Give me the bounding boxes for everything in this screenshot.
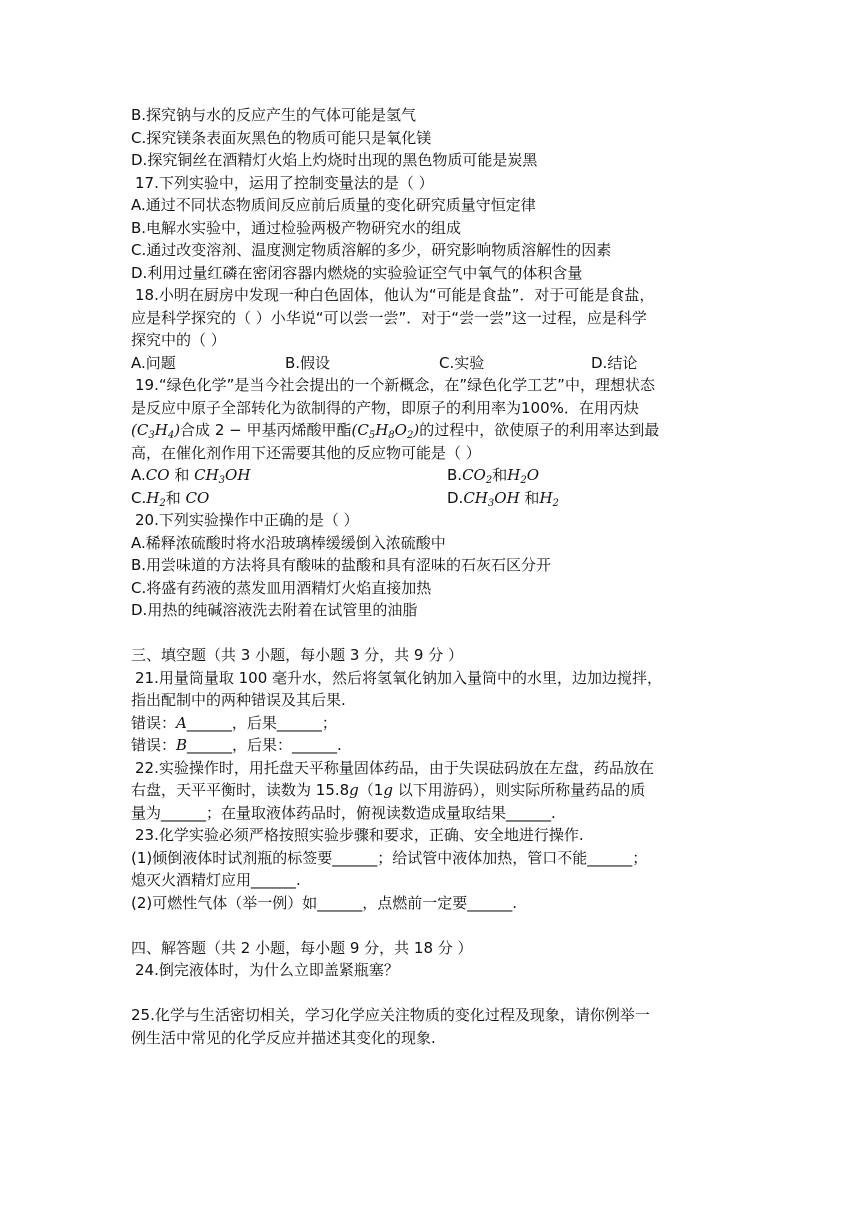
q17-option-c: C.通过改变溶剂、温度测定物质溶解的多少，研究影响物质溶解性的因素 xyxy=(131,241,612,259)
q23-part1-line1: (1)倾倒液体时试剂瓶的标签要______；给试管中液体加热，管口不能______； xyxy=(131,848,648,867)
q23-stem: 23.化学实验必须严格按照实验步骤和要求，正确、安全地进行操作. xyxy=(135,826,584,844)
spacer xyxy=(131,914,731,937)
formula-propyne: $(C_3H_4)$ xyxy=(131,421,181,441)
spacer xyxy=(131,622,731,645)
q17-option-b: B.电解水实验中，通过检验两极产物研究水的组成 xyxy=(131,218,462,237)
q20-option-a: A.稀释浓硫酸时将水沿玻璃棒缓缓倒入浓硫酸中 xyxy=(131,533,446,552)
q18-options xyxy=(131,352,731,375)
q19-options-row1 xyxy=(131,464,731,487)
q24-stem: 24.倒完液体时，为什么立即盖紧瓶塞？ xyxy=(135,961,399,979)
q19-option-b: $B.CO_2$和$H_2O$ xyxy=(447,466,540,486)
q21-error-a: 错误：A______，后果______； xyxy=(131,713,337,732)
q19-option-c: $C.H_2$和 CO xyxy=(131,488,210,509)
q20-option-d: D.用热的纯碱溶液洗去附着在试管里的油脂 xyxy=(131,601,418,619)
q16-option-d: D.探究铜丝在酒精灯火焰上灼烧时出现的黑色物质可能是炭黑 xyxy=(131,151,538,169)
q17-option-d: D.利用过量红磷在密闭容器内燃烧的实验验证空气中氧气的体积含量 xyxy=(131,263,583,282)
section-4-title: 四、解答题（共 2 小题，每小题 9 分，共 18 分 ） xyxy=(131,938,473,957)
q25-stem-line1: 25.化学与生活密切相关，学习化学应关注物质的变化过程及现象，请你例举一 xyxy=(131,1006,650,1024)
section-3-title: 三、填空题（共 3 小题，每小题 3 分，共 9 分 ） xyxy=(131,646,464,664)
q18-option-c: C.实验 xyxy=(439,353,485,372)
q19-option-a: A.CO 和 $CH_3OH$ xyxy=(131,466,251,486)
formula-methyl-methacrylate: $(C_5H_8O_2)$ xyxy=(351,421,420,441)
q18-option-a: A.问题 xyxy=(131,353,176,372)
q21-stem-line1: 21.用量筒量取 100 毫升水，然后将氢氧化钠加入量筒中的水里，边加边搅拌， xyxy=(135,668,663,687)
q18-stem-line2: 应是科学探究的（ ）小华说“可以尝一尝”．对于“尝一尝”这一过程，应是科学 xyxy=(131,308,647,327)
q19-option-d: $D.CH_3OH$ 和$H_2$ xyxy=(447,488,559,509)
q17-stem: 17.下列实验中，运用了控制变量法的是（ ） xyxy=(135,173,434,192)
q20-option-b: B.用尝味道的方法将具有酸味的盐酸和具有涩味的石灰石区分开 xyxy=(131,556,552,574)
q23-part2: (2)可燃性气体（举一例）如______，点燃前一定要______. xyxy=(131,893,518,912)
q22-stem-line2: 右盘，天平平衡时，读数为 15.8g（1g 以下用游码），则实际所称量药品的质 xyxy=(131,781,646,799)
q17-option-a: A.通过不同状态物质间反应前后质量的变化研究质量守恒定律 xyxy=(131,196,536,214)
q20-option-c: C.将盛有药液的蒸发皿用酒精灯火焰直接加热 xyxy=(131,578,432,597)
q18-option-d: D.结论 xyxy=(591,353,638,372)
q21-stem-line2: 指出配制中的两种错误及其后果. xyxy=(131,691,346,709)
q23-part1-line2: 熄灭火酒精灯应用______. xyxy=(131,871,301,889)
q16-option-b: B.探究钠与水的反应产生的气体可能是氢气 xyxy=(131,106,417,124)
q18-stem-line1: 18.小明在厨房中发现一种白色固体，他认为“可能是食盐”．对于可能是食盐， xyxy=(135,286,655,304)
q18-option-b: B.假设 xyxy=(285,353,331,372)
q22-stem-line1: 22.实验操作时，用托盘天平称量固体药品，由于失误砝码放在左盘，药品放在 xyxy=(135,758,654,777)
q19-stem-line3: $(C_3H_4)$合成 2 − 甲基丙烯酸甲酯$(C_5H_8O_2)$的过程中，欲使原子的利用率达到最 xyxy=(131,421,660,441)
q19-stem-line1: 19.“绿色化学”是当今社会提出的一个新概念，在”绿色化学工艺”中，理想状态 xyxy=(135,376,655,394)
q19-stem-line2: 是反应中原子全部转化为欲制得的产物，即原子的利用率为100%．在用丙炔 xyxy=(131,398,639,417)
q19-stem-line4: 高，在催化剂作用下还需要其他的反应物可能是（ ） xyxy=(131,443,481,462)
q18-stem-line3: 探究中的（ ） xyxy=(131,331,226,349)
q16-option-c: C.探究镁条表面灰黑色的物质可能只是氧化镁 xyxy=(131,128,432,147)
q25-stem-line2: 例生活中常见的化学反应并描述其变化的现象. xyxy=(131,1028,436,1047)
q20-stem: 20.下列实验操作中正确的是（ ） xyxy=(135,511,359,529)
q21-error-b: 错误：B______，后果：______. xyxy=(131,736,342,754)
q22-stem-line3: 量为______；在量取液体药品时，俯视读数造成量取结果______. xyxy=(131,803,556,822)
question-text-block xyxy=(131,104,731,1049)
spacer xyxy=(131,982,731,1005)
q19-options-row2 xyxy=(131,487,731,510)
